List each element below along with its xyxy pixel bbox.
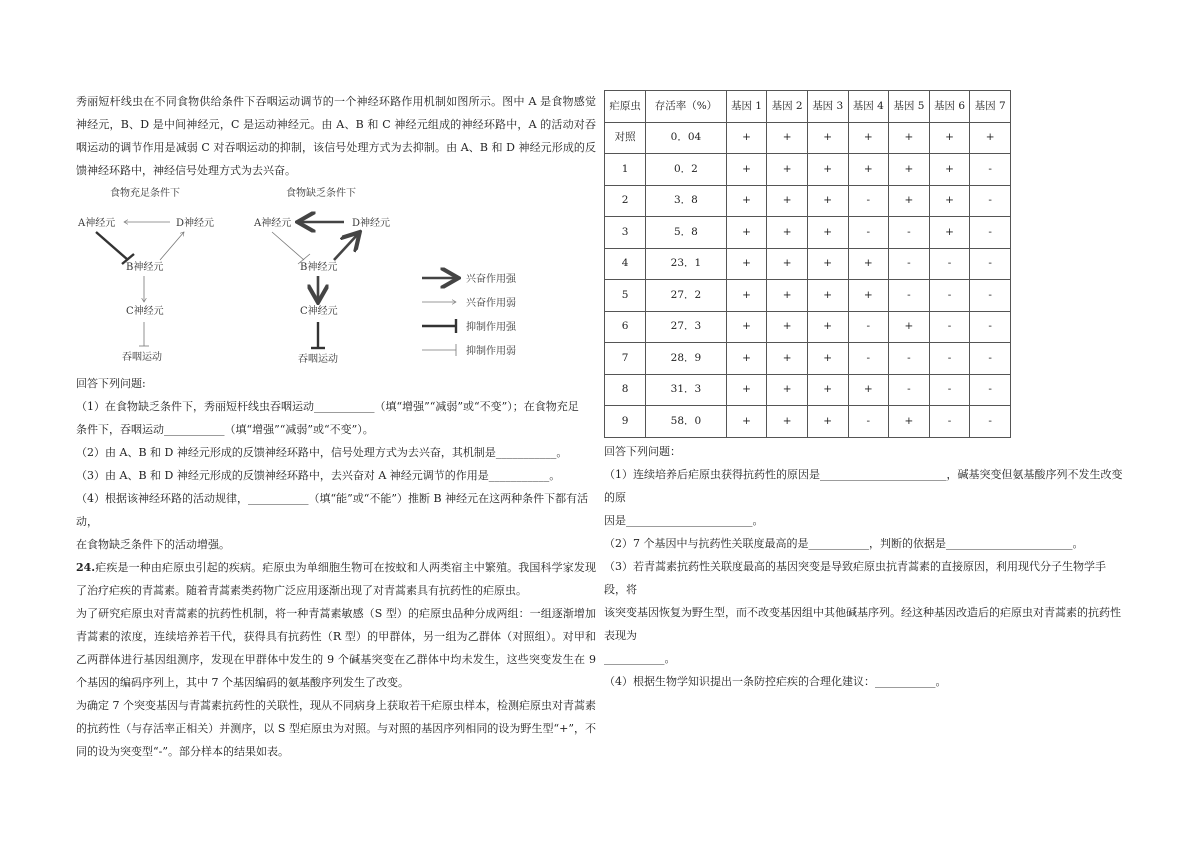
table-cell: 1 — [605, 154, 646, 186]
table-cell: + — [929, 122, 970, 154]
table-cell: + — [848, 374, 889, 406]
table-cell: - — [970, 154, 1011, 186]
right-question-3-line-1: （3）若青蒿素抗药性关联度最高的基因突变是导致疟原虫抗青蒿素的直接原因，利用现代分子生物学手段，将 — [604, 559, 1106, 596]
left-node-c: C神经元 — [126, 306, 164, 317]
right-question-3-line-3: ___________。 — [604, 651, 676, 665]
table-cell: 8 — [605, 374, 646, 406]
table-cell: - — [970, 248, 1011, 280]
table-cell: + — [807, 343, 848, 375]
neural-circuit-diagram — [76, 182, 596, 372]
table-cell: - — [929, 248, 970, 280]
table-cell: + — [726, 280, 767, 312]
table-cell: + — [889, 406, 930, 438]
table-cell: + — [726, 311, 767, 343]
legend-strong-inhibit: 抑制作用强 — [466, 322, 516, 333]
table-cell: + — [807, 280, 848, 312]
table-cell: + — [889, 311, 930, 343]
table-header-row — [605, 91, 1011, 123]
right-question-2: （2）7 个基因中与抗药性关联度最高的是___________，判断的依据是_______________________。 — [604, 536, 1084, 550]
table-cell: 5．8 — [646, 217, 726, 249]
table-cell: 0．2 — [646, 154, 726, 186]
table-row — [605, 343, 1011, 375]
table-cell: 存活率（%） — [646, 91, 726, 123]
question-24-paragraph-3: 为确定 7 个突变基因与青蒿素抗药性的关联性，现从不同病身上获取若干疟原虫样本，检测疟原虫对青蒿素的抗药性（与存活率正相关）并测序，以 S 型疟原虫为对照。与对照的基因序列相同的设为野生型“+”，不同的设为突变型“-”。部分样本的结果如表。 — [76, 699, 596, 758]
right-question-3-line-2: 该突变基因恢复为野生型，而不改变基因组中其他碱基序列。经这种基因改造后的疟原虫对青蒿素的抗药性表现为 — [604, 605, 1121, 642]
table-cell: - — [929, 311, 970, 343]
question-2: （2）由 A、B 和 D 神经元形成的反馈神经环路中，信号处理方式为去兴奋，其机制是___________。 — [76, 446, 568, 459]
question-24-text: 疟疾是一种由疟原虫引起的疾病。疟原虫为单细胞生物可在按蚊和人两类宿主中繁殖。我国科学家发现了治疗疟疾的青蒿素。随着青蒿素类药物广泛应用逐渐出现了对青蒿素具有抗药性的疟原虫。 — [76, 561, 596, 597]
table-cell: + — [726, 248, 767, 280]
table-cell: + — [889, 122, 930, 154]
table-cell: - — [929, 374, 970, 406]
table-row — [605, 374, 1011, 406]
table-cell: - — [970, 374, 1011, 406]
table-cell: + — [807, 406, 848, 438]
left-node-d: D神经元 — [176, 218, 215, 229]
title-food-lacking: 食物缺乏条件下 — [286, 188, 356, 199]
table-cell: 6 — [605, 311, 646, 343]
table-cell: + — [929, 217, 970, 249]
table-cell: + — [929, 185, 970, 217]
table-cell: 4 — [605, 248, 646, 280]
table-cell: 基因 2 — [767, 91, 808, 123]
table-cell: + — [807, 374, 848, 406]
question-4-line-1: （4）根据该神经环路的活动规律，___________（填“能”或“不能”）推断 B 神经元在这两种条件下都有活动， — [76, 492, 589, 528]
table-cell: 基因 7 — [970, 91, 1011, 123]
table-cell: 0．04 — [646, 122, 726, 154]
table-cell: 31．3 — [646, 374, 726, 406]
question-24-intro — [76, 556, 596, 602]
table-cell: 基因 4 — [848, 91, 889, 123]
table-cell: - — [848, 343, 889, 375]
table-cell: - — [970, 311, 1011, 343]
table-cell: - — [848, 185, 889, 217]
table-cell: - — [970, 217, 1011, 249]
left-answer-prompt: 回答下列问题: — [76, 377, 146, 390]
left-node-a: A神经元 — [78, 218, 116, 229]
table-cell: + — [889, 154, 930, 186]
right-output: 吞咽运动 — [298, 354, 338, 365]
question-24-number: 24. — [76, 561, 96, 574]
table-cell: + — [767, 374, 808, 406]
table-cell: + — [807, 122, 848, 154]
table-cell: + — [889, 185, 930, 217]
table-cell: + — [767, 185, 808, 217]
question-1-line-1: （1）在食物缺乏条件下，秀丽短杆线虫吞咽运动___________（填“增强”“减弱”或“不变”）；在食物充足 — [76, 400, 579, 413]
table-cell: 23．1 — [646, 248, 726, 280]
table-cell: - — [970, 280, 1011, 312]
table-cell: - — [848, 217, 889, 249]
table-cell: + — [848, 122, 889, 154]
results-table — [604, 90, 1011, 438]
legend-strong-excite: 兴奋作用强 — [466, 274, 516, 285]
right-question-4: （4）根据生物学知识提出一条防控疟疾的合理化建议：___________。 — [604, 674, 947, 688]
table-cell: + — [970, 122, 1011, 154]
table-cell: + — [929, 154, 970, 186]
right-node-c: C神经元 — [300, 306, 338, 317]
right-question-1-line-1: （1）连续培养后疟原虫获得抗药性的原因是_______________________，碱基突变但氨基酸序列不发生改变的原 — [604, 467, 1123, 504]
table-cell: 基因 3 — [807, 91, 848, 123]
table-cell: + — [726, 185, 767, 217]
table-cell: + — [807, 248, 848, 280]
table-cell: + — [726, 374, 767, 406]
legend-weak-excite: 兴奋作用弱 — [466, 298, 516, 309]
question-24-paragraph-2: 为了研究疟原虫对青蒿素的抗药性机制，将一种青蒿素敏感（S 型）的疟原虫品种分成两组：一组逐渐增加青蒿素的浓度，连续培养若干代，获得具有抗药性（R 型）的甲群体，另一组为乙群体（对照组）。对甲和乙两群体进行基因组测序，发现在甲群体中发生的 9 个碱基突变在乙群体中均未发生，这些突变发生在 9 个基因的编码序列上，其中 7 个基因编码的氨基酸序列发生了改变。 — [76, 607, 596, 689]
table-cell: 7 — [605, 343, 646, 375]
table-cell: 基因 1 — [726, 91, 767, 123]
table-cell: - — [929, 406, 970, 438]
table-row — [605, 154, 1011, 186]
legend-weak-inhibit: 抑制作用弱 — [466, 346, 516, 357]
right-node-d: D神经元 — [352, 218, 391, 229]
table-cell: + — [767, 154, 808, 186]
title-food-sufficient: 食物充足条件下 — [110, 188, 180, 199]
left-node-b: B神经元 — [126, 262, 164, 273]
table-cell: + — [726, 406, 767, 438]
table-cell: 27．2 — [646, 280, 726, 312]
right-answer-prompt: 回答下列问题： — [604, 444, 681, 458]
table-cell: + — [726, 343, 767, 375]
diagram-svg — [76, 182, 596, 372]
table-cell: 2 — [605, 185, 646, 217]
table-cell: + — [848, 154, 889, 186]
table-cell: - — [848, 406, 889, 438]
table-cell: - — [970, 343, 1011, 375]
table-cell: + — [807, 154, 848, 186]
table-cell: - — [848, 311, 889, 343]
table-cell: 疟原虫 — [605, 91, 646, 123]
right-question-1-line-2: 因是_______________________。 — [604, 513, 764, 527]
table-cell: 9 — [605, 406, 646, 438]
table-cell: + — [767, 248, 808, 280]
question-3: （3）由 A、B 和 D 神经元形成的反馈神经环路中，去兴奋对 A 神经元调节的作用是___________。 — [76, 469, 561, 482]
table-cell: 3 — [605, 217, 646, 249]
left-column — [76, 90, 596, 763]
table-cell: + — [767, 217, 808, 249]
table-cell: - — [889, 280, 930, 312]
left-a-to-b-strong-inhibit — [96, 232, 128, 260]
table-cell: - — [889, 374, 930, 406]
table-cell: - — [889, 217, 930, 249]
table-cell: - — [929, 280, 970, 312]
table-cell: 58．0 — [646, 406, 726, 438]
table-cell: + — [726, 122, 767, 154]
table-cell: + — [767, 406, 808, 438]
table-cell: 27．3 — [646, 311, 726, 343]
left-output: 吞咽运动 — [122, 352, 162, 363]
intro-paragraph: 秀丽短杆线虫在不同食物供给条件下吞咽运动调节的一个神经环路作用机制如图所示。图中 A 是食物感觉神经元，B、D 是中间神经元，C 是运动神经元。由 A、B 和 C 神经元组成的神经环路中，A 的活动对吞咽运动的调节作用是减弱 C 对吞咽运动的抑制，该信号处理方式为去抑制。由 A、B 和 D 神经元形成的反馈神经环路中，神经信号处理方式为去兴奋。 — [76, 95, 596, 177]
table-cell: 28．9 — [646, 343, 726, 375]
question-1-line-2: 条件下，吞咽运动___________（填“增强”“减弱”或“不变”）。 — [76, 423, 374, 436]
table-cell: + — [767, 311, 808, 343]
table-cell: + — [767, 343, 808, 375]
table-cell: 5 — [605, 280, 646, 312]
table-cell: + — [767, 280, 808, 312]
table-cell: + — [807, 217, 848, 249]
right-a-to-b-weak-inhibit — [272, 232, 304, 260]
table-cell: - — [889, 248, 930, 280]
table-cell: + — [807, 311, 848, 343]
table-row — [605, 122, 1011, 154]
table-cell: + — [848, 280, 889, 312]
table-row — [605, 280, 1011, 312]
table-cell: 3．8 — [646, 185, 726, 217]
question-4-line-2: 在食物缺乏条件下的活动增强。 — [76, 538, 230, 551]
right-column — [604, 90, 1124, 693]
table-cell: + — [726, 154, 767, 186]
table-cell: + — [848, 248, 889, 280]
table-cell: 对照 — [605, 122, 646, 154]
right-node-b: B神经元 — [300, 262, 338, 273]
left-b-to-d-weak-arrow — [160, 232, 184, 260]
right-b-to-d-strong-arrow — [334, 234, 358, 260]
table-cell: - — [970, 406, 1011, 438]
table-row — [605, 185, 1011, 217]
table-cell: + — [726, 217, 767, 249]
table-cell: + — [807, 185, 848, 217]
table-cell: - — [889, 343, 930, 375]
table-cell: 基因 5 — [889, 91, 930, 123]
results-table-body — [605, 91, 1011, 438]
table-cell: 基因 6 — [929, 91, 970, 123]
table-row — [605, 217, 1011, 249]
table-cell: + — [767, 122, 808, 154]
right-node-a: A神经元 — [254, 218, 292, 229]
table-row — [605, 406, 1011, 438]
table-row — [605, 248, 1011, 280]
table-cell: - — [970, 185, 1011, 217]
table-row — [605, 311, 1011, 343]
table-cell: - — [929, 343, 970, 375]
